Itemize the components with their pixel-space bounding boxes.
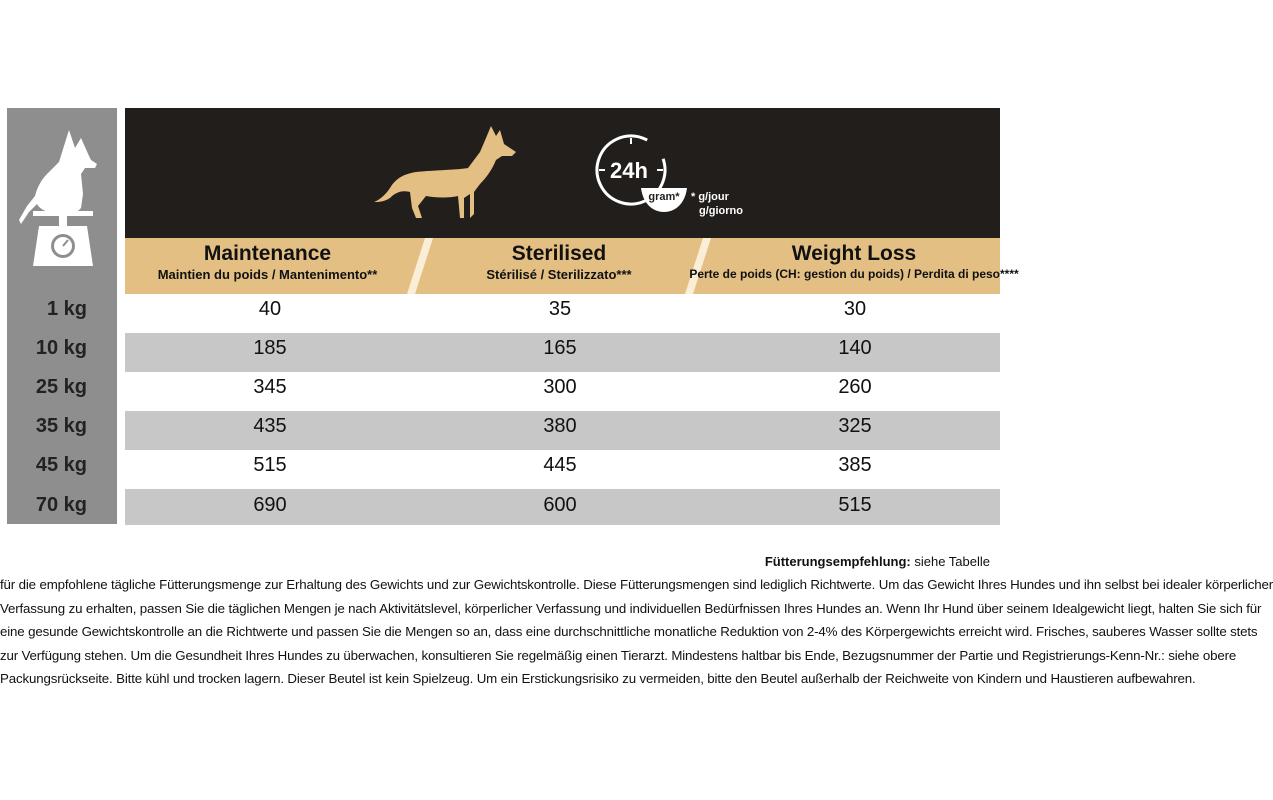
table-cell-maintenance: 345	[253, 376, 287, 398]
table-cell-weight-loss: 140	[838, 337, 872, 359]
footer-line: Packungsrückseite. Bitte kühl und trocken lagern. Dieser Beutel ist kein Spielzeug. Um ein Erstickungsrisiko zu vermeiden, bitte den Beutel außerhalb der Reichweite von Kindern und Haustieren aufbewahren.	[0, 671, 1196, 687]
food-bowl-icon	[639, 186, 689, 216]
column-subtitle: Perte de poids (CH: gestion du poids) / Perdita di peso****	[689, 267, 1019, 281]
table-cell-weight-loss: 30	[843, 298, 867, 320]
dog-silhouette-icon	[370, 122, 520, 222]
table-cell-maintenance: 690	[253, 494, 287, 516]
column-title: Maintenance	[203, 242, 332, 265]
feeding-recommendation-ref: siehe Tabelle	[910, 554, 990, 569]
footer-line: Verfassung zu erhalten, passen Sie die täglichen Mengen je nach Aktivitätslevel, körperlicher Verfassung und individuellen Bedürfnissen Ihres Hundes an. Wenn Ihr Hund über seinem Idealgewicht liegt, halten Sie sich für	[0, 600, 1262, 616]
footer-line: für die empfohlene tägliche Fütterungsmenge zur Erhaltung des Gewichts und zur Gewichtskontrolle. Diese Fütterungsmengen sind lediglich Richtwerte. Um das Gewicht Ihres Hundes und ihn selbst bei idealer körperlicher	[0, 577, 1273, 592]
table-cell-weight-loss: 260	[838, 376, 872, 398]
column-header-weight-loss	[689, 238, 1019, 294]
table-cell-weight-loss: 385	[838, 454, 872, 476]
weight-label: 70 kg	[35, 494, 87, 516]
table-cell-sterilised: 600	[543, 494, 577, 516]
weight-label: 35 kg	[35, 415, 87, 437]
clock-label: 24h	[610, 158, 648, 183]
column-header-maintenance	[125, 238, 410, 294]
table-header-dark	[125, 108, 1000, 238]
table-cell-sterilised: 380	[543, 415, 577, 437]
feeding-recommendation-label: Fütterungsempfehlung:	[764, 554, 911, 569]
column-subtitle: Stérilisé / Sterilizzato***	[486, 267, 632, 282]
dog-on-scale-icon	[7, 108, 117, 294]
table-cell-maintenance: 515	[253, 454, 287, 476]
weight-label: 25 kg	[35, 376, 87, 398]
table-cell-sterilised: 445	[543, 454, 577, 476]
table-cell-maintenance: 435	[253, 415, 287, 437]
column-title: Weight Loss	[791, 242, 917, 265]
feeding-recommendation-heading	[765, 554, 990, 569]
table-cell-weight-loss: 515	[838, 494, 872, 516]
footer-line: eine gesunde Gewichtskontrolle an die Richtwerte und passen Sie die Mengen so an, dass eine durchschnittliche monatliche Reduktion von 2-4% des Körpergewichts erreicht wird. Frisches, sauberes Wasser sollte stets	[0, 624, 1258, 640]
column-header-sterilised	[420, 238, 698, 294]
column-subtitle: Maintien du poids / Mantenimento**	[157, 267, 378, 282]
weight-label: 10 kg	[35, 337, 87, 359]
table-cell-maintenance: 185	[253, 337, 287, 359]
table-cell-sterilised: 300	[543, 376, 577, 398]
weight-label: 45 kg	[35, 454, 87, 476]
table-cell-sterilised: 165	[543, 337, 577, 359]
column-title: Sterilised	[511, 242, 607, 265]
bowl-label: gram*	[648, 191, 680, 203]
feeding-instructions-text	[0, 573, 1273, 691]
unit-note-giorno: g/giorno	[699, 205, 743, 217]
table-cell-maintenance: 40	[258, 298, 282, 320]
table-cell-sterilised: 35	[548, 298, 572, 320]
table-cell-weight-loss: 325	[838, 415, 872, 437]
footer-line: zur Verfügung stehen. Um die Gesundheit Ihres Hundes zu überwachen, konsultieren Sie regelmäßig einen Tierarzt. Mindestens haltbar bis Ende, Bezugsnummer der Partie und Registrierungs-Kenn-Nr.: siehe obere	[0, 647, 1237, 663]
unit-note-jour: * g/jour	[691, 191, 729, 203]
weight-label: 1 kg	[46, 298, 87, 320]
